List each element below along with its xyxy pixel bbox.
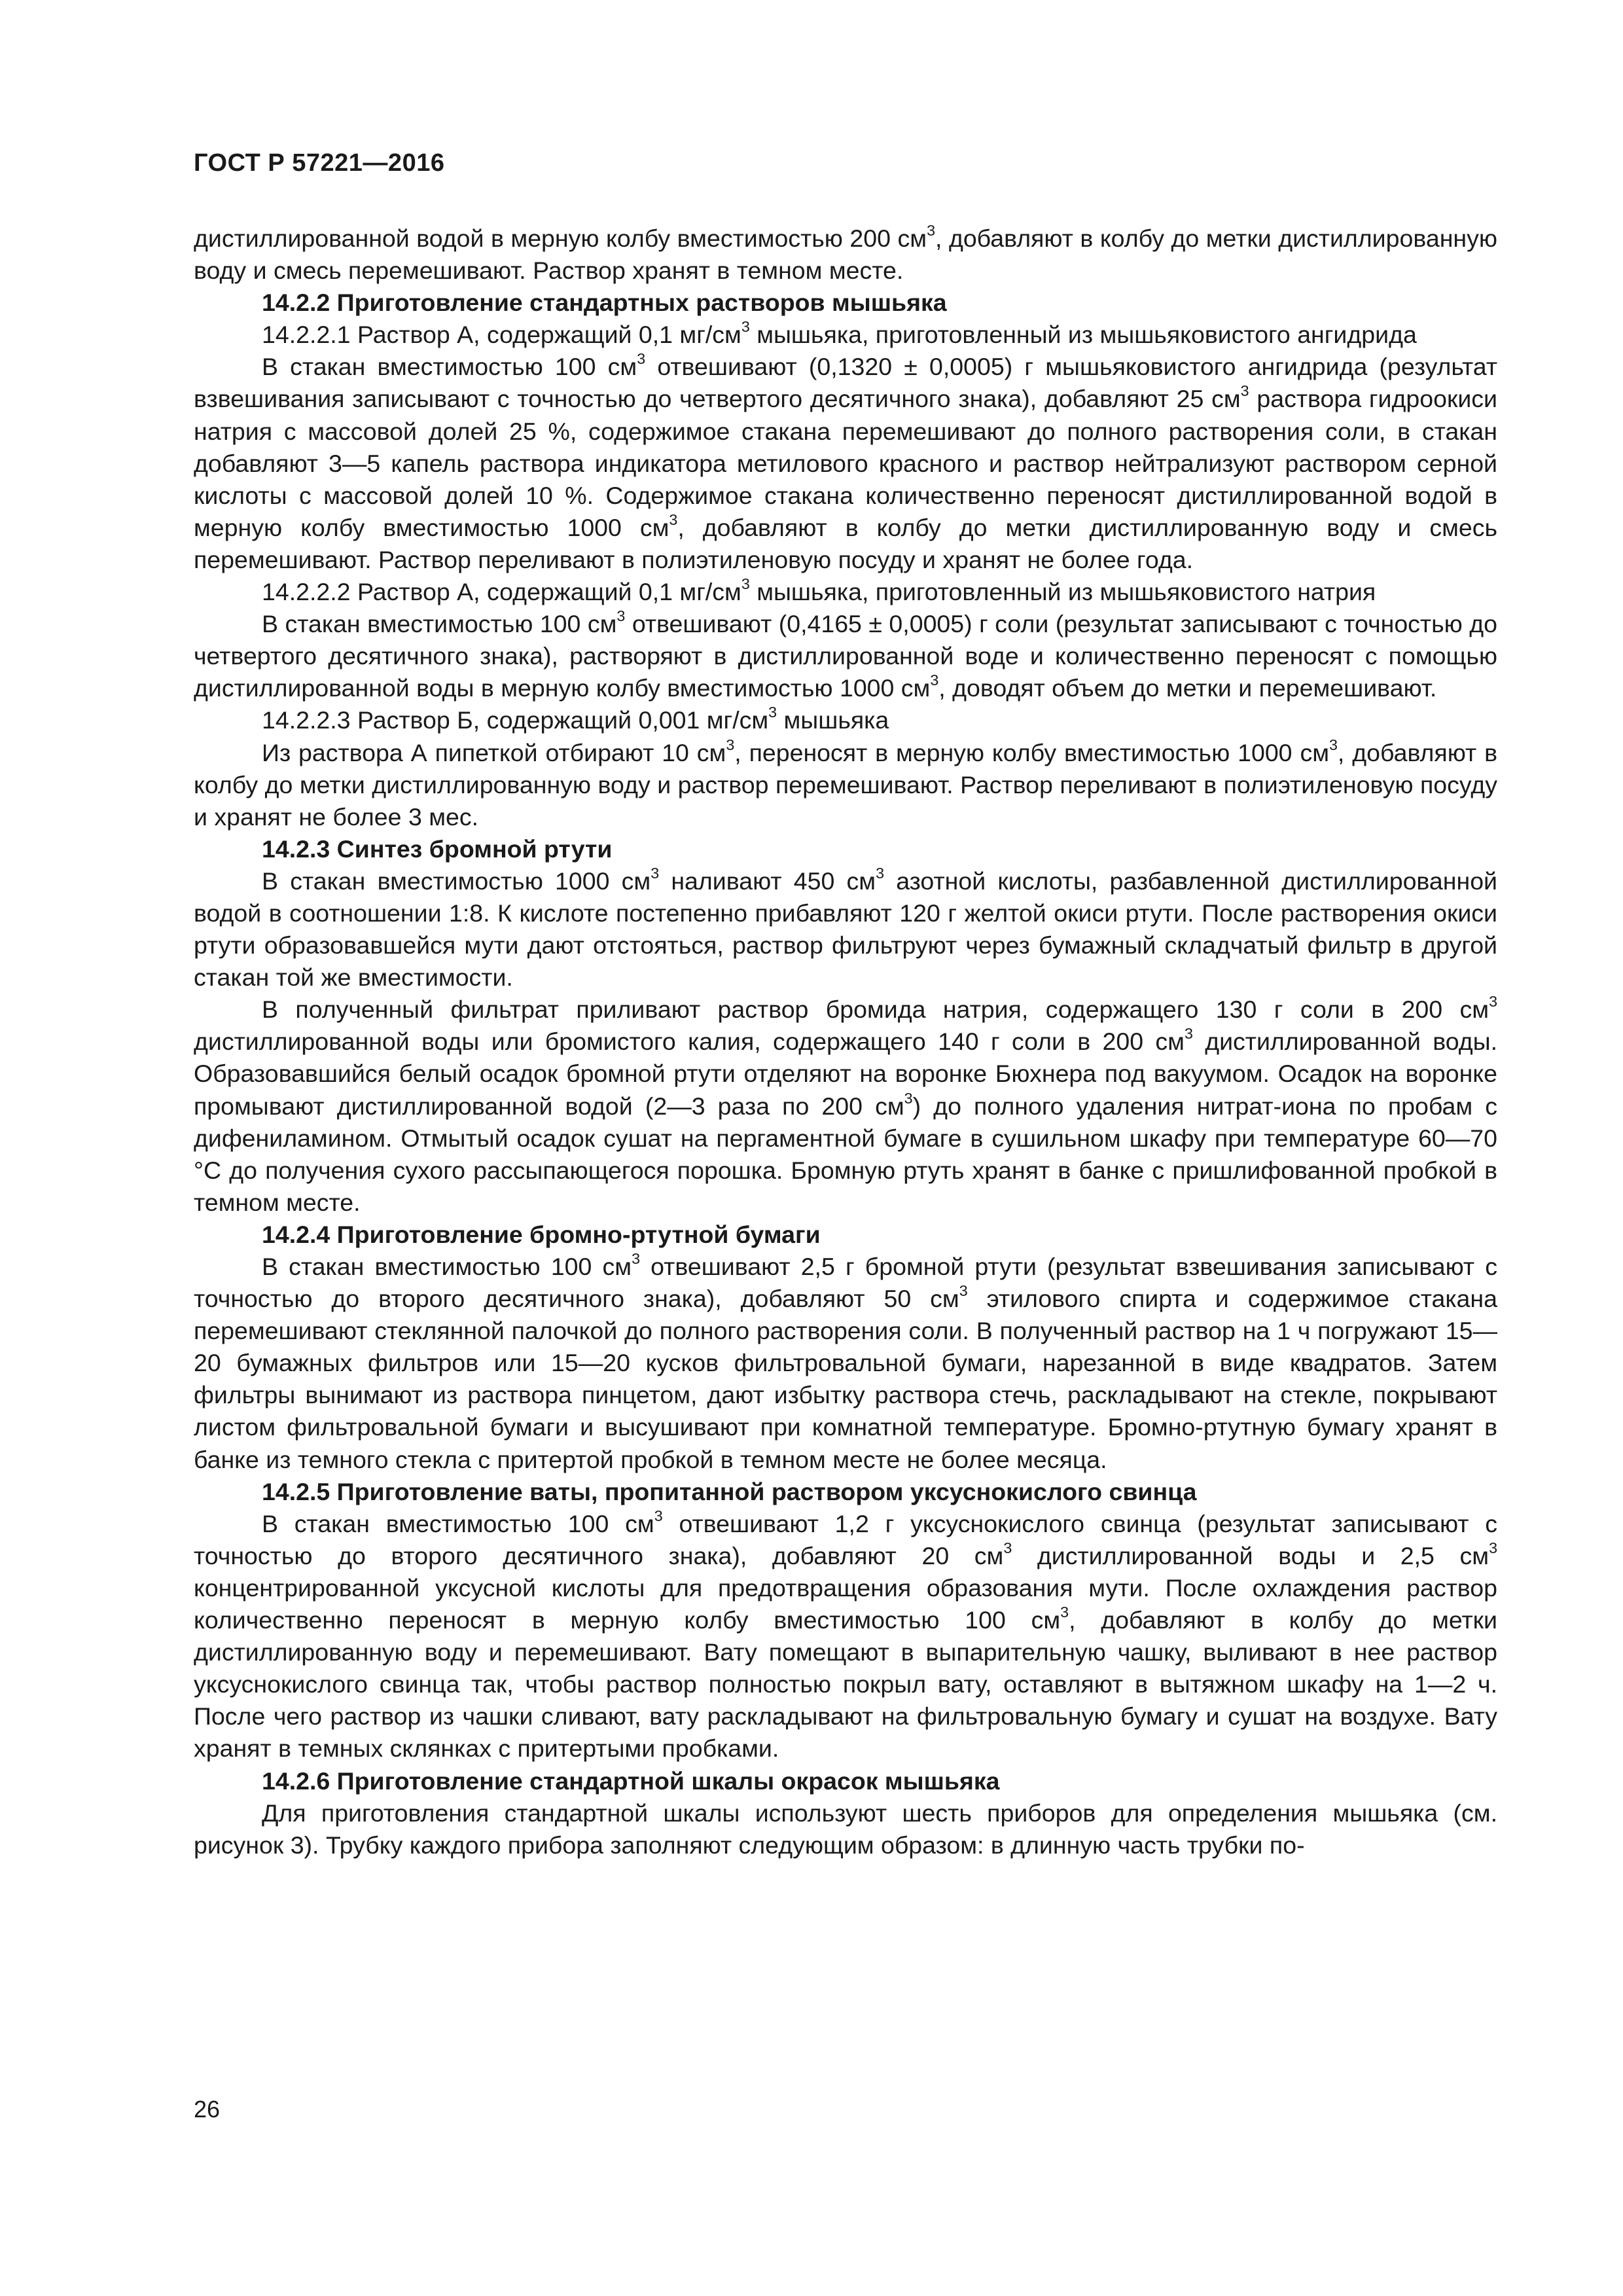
section-heading: 14.2.6 Приготовление стандартной шкалы окрасок мышьяка <box>262 1767 1000 1795</box>
paragraph: В стакан вместимостью 100 $см^3$ отвешивают 1,2 г уксуснокислого свинца (результат записывают с точностью до второго десятичного знака), добавляют 20 $см^3$ дистиллированной воды и 2,5 $см^3$ концентрированной уксусной кислоты для предотвращения образования мути. После охлаждения раствор количественно переносят в мерную колбу вместимостью 100 $см^3$, добавляют в колбу до метки дистиллированную воду и перемешивают. Вату помещают в выпарительную чашку, выливают в нее раствор уксуснокислого свинца так, чтобы раствор полностью покрыл вату, оставляют в вытяжном шкафу на 1—2 ч. После чего раствор из чашки сливают, вату раскладывают на фильтровальную бумагу и сушат на воздухе. Вату хранят в темных склянках с притертыми пробками. <box>194 1507 1498 1763</box>
section-heading: 14.2.4 Приготовление бромно-ртутной бумаги <box>262 1220 821 1248</box>
paragraph: В стакан вместимостью 100 $см^3$ отвешивают (0,1320 ± 0,0005) г мышьяковистого ангидрида (результат взвешивания записывают с точностью до четвертого десятичного знака), добавляют 25 $см^3$ раствора гидроокиси натрия с массовой долей 25 %, содержимое стакана перемешивают до полного растворения соли, в стакан добавляют 3—5 капель раствора индикатора метилового красного и раствор нейтрализуют раствором серной кислоты с массовой долей 10 %. Содержимое стакана количественно переносят дистиллированной водой в мерную колбу вместимостью 1000 $см^3$, добавляют в колбу до метки дистиллированную воду и смесь перемешивают. Раствор переливают в полиэтиленовую посуду и хранят не более года. <box>194 350 1497 573</box>
paragraph: Из раствора А пипеткой отбирают 10 $см^3$, переносят в мерную колбу вместимостью 1000 $см^3$, добавляют в колбу до метки дистиллированную воду и раствор перемешивают. Раствор переливают в полиэтиленовую посуду и хранят не более 3 мес. <box>194 736 1497 831</box>
paragraph: В полученный фильтрат приливают раствор бромида натрия, содержащего 130 г соли в 200 $см^3$ дистиллированной воды или бромистого калия, содержащего 140 г соли в 200 $см^3$ дистиллированной воды. Образовавшийся белый осадок бромной ртути отделяют на воронке Бюхнера под вакуумом. Осадок на воронке промывают дистиллированной водой (2—3 раза по 200 $см^3$) до полного удаления нитрат-иона по пробам с дифениламином. Отмытый осадок сушат на пергаментной бумаге в сушильном шкафу при температуре 60—70 °С до получения сухого рассыпающегося порошка. Бромную ртуть хранят в банке с пришлифованной пробкой в темном месте. <box>194 993 1498 1216</box>
paragraph: 14.2.2.1 Раствор А, содержащий 0,1 $мг/см^3$ мышьяка, приготовленный из мышьяковистого ангидрида <box>262 318 1417 349</box>
page-number: 26 <box>194 2096 221 2123</box>
paragraph: В стакан вместимостью 100 $см^3$ отвешивают (0,4165 ± 0,0005) г соли (результат записывают с точностью до четвертого десятичного знака), растворяют в дистиллированной воде и количественно переносят с помощью дистиллированной воды в мерную колбу вместимостью 1000 $см^3$, доводят объем до метки и перемешивают. <box>194 607 1497 702</box>
section-heading: 14.2.5 Приготовление ваты, пропитанной раствором уксуснокислого свинца <box>262 1477 1197 1505</box>
section-heading: 14.2.2 Приготовление стандартных растворов мышьяка <box>262 289 947 317</box>
standard-header: ГОСТ Р 57221—2016 <box>194 149 445 177</box>
document-body <box>194 223 1497 1861</box>
paragraph: 14.2.2.2 Раствор А, содержащий 0,1 $мг/см^3$ мышьяка, приготовленный из мышьяковистого натрия <box>262 575 1376 606</box>
paragraph: дистиллированной водой в мерную колбу вместимостью 200 $см^3$, добавляют в колбу до метки дистиллированную воду и смесь перемешивают. Раствор хранят в темном месте. <box>194 222 1497 285</box>
section-heading: 14.2.3 Синтез бромной ртути <box>262 834 613 863</box>
paragraph: В стакан вместимостью 100 $см^3$ отвешивают 2,5 г бромной ртути (результат взвешивания записывают с точностью до второго десятичного знака), добавляют 50 $см^3$ этилового спирта и содержимое стакана перемешивают стеклянной палочкой до полного растворения соли. В полученный раствор на 1 ч погружают 15—20 бумажных фильтров или 15—20 кусков фильтровальной бумаги, нарезанной в виде квадратов. Затем фильтры вынимают из раствора пинцетом, дают избытку раствора стечь, раскладывают на стекле, покрывают листом фильтровальной бумаги и высушивают при комнатной температуре. Бромно-ртутную бумагу хранят в банке из темного стекла с притертой пробкой в темном месте не более месяца. <box>194 1250 1497 1473</box>
paragraph: 14.2.2.3 Раствор Б, содержащий 0,001 $мг/см^3$ мышьяка <box>262 704 889 734</box>
paragraph: Для приготовления стандартной шкалы используют шесть приборов для определения мышьяка (см. рисунок 3). Трубку каждого прибора заполняют следующим образом: в длинную часть трубки по- <box>194 1799 1497 1859</box>
paragraph: В стакан вместимостью 1000 $см^3$ наливают 450 $см^3$ азотной кислоты, разбавленной дистиллированной водой в соотношении 1:8. К кислоте постепенно прибавляют 120 г желтой окиси ртути. После растворения окиси ртути образовавшейся мути дают отстояться, раствор фильтруют через бумажный складчатый фильтр в другой стакан той же вместимости. <box>194 864 1498 992</box>
